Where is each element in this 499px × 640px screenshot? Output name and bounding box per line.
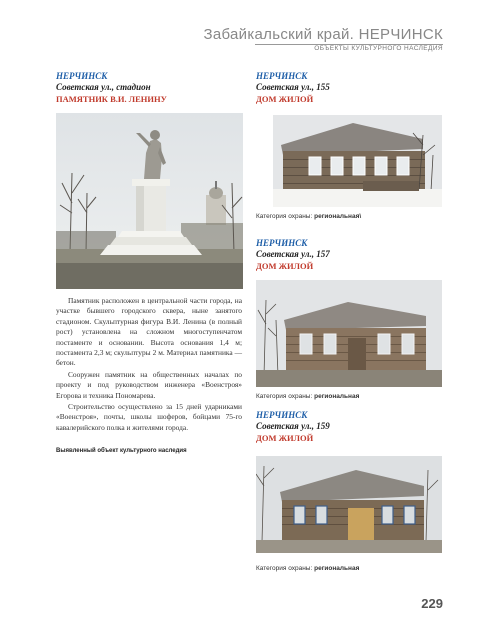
caption-prefix: Категория охраны: [256,213,313,220]
entry-address: Советская ул., 157 [256,249,330,259]
entry-object-name: ДОМ ЖИЛОЙ [256,433,314,443]
caption-prefix: Категория охраны: [256,393,313,400]
house-159-photo [256,456,442,553]
house-157-photo [256,280,442,387]
house-155-heading [256,71,446,105]
caption-value: региональная\ [314,213,362,220]
lenin-monument-image [56,113,243,289]
entry-object-name: ДОМ ЖИЛОЙ [256,261,314,271]
lenin-monument-heading [56,71,246,105]
entry-city: НЕРЧИНСК [256,238,308,248]
page-header [0,0,499,60]
house-157-image [256,280,442,387]
house-159-heading [256,410,446,444]
entry-city: НЕРЧИНСК [256,410,308,420]
caption-value: региональная [314,393,360,400]
entry-city: НЕРЧИНСК [256,71,308,81]
entry-address: Советская ул., стадион [56,82,151,92]
running-title: Забайкальский край. НЕРЧИНСК [203,26,443,43]
entry-city: НЕРЧИНСК [56,71,108,81]
entry-object-name: ПАМЯТНИК В.И. ЛЕНИНУ [56,94,167,104]
protection-category-caption [256,565,359,572]
entry-address: Советская ул., 159 [256,421,330,431]
house-155-photo [273,115,442,207]
caption-prefix: Категория охраны: [256,565,313,572]
lenin-monument-description [56,296,242,434]
page-number: 229 [421,596,443,611]
lenin-monument-photo [56,113,243,289]
running-subtitle: ОБЪЕКТЫ КУЛЬТУРНОГО НАСЛЕДИЯ [314,45,443,52]
description-paragraph: Памятник расположен в центральной части города, на участке бывшего городского сквера, ныне занятого стадионом. Скульптурная фигура В.И. Ленина (в полный рост) установлена на сложном многоступенчатом постаменте и основании. Высота основания 1,4 м; постамента 2,3 м; скульптуры 2 м. Материал памятника — бетон. [56,296,242,368]
protection-category-caption [256,213,361,220]
description-paragraph: Сооружен памятник на общественных началах по проекту и под руководством инженера «Военстроя» Егорова и техника Пономарева. [56,369,242,400]
house-155-image [273,115,442,207]
identified-heritage-label: Выявленный объект культурного наследия [56,448,187,454]
description-paragraph: Строительство осуществлено за 15 дней ударниками «Военстроя», почты, школы шоферов, бойцами 75-го кавалерийского полка и жителями города. [56,402,242,432]
house-159-image [256,456,442,553]
caption-value: региональная [314,565,360,572]
entry-object-name: ДОМ ЖИЛОЙ [256,94,314,104]
entry-address: Советская ул., 155 [256,82,330,92]
house-157-heading [256,238,446,272]
protection-category-caption [256,393,359,400]
